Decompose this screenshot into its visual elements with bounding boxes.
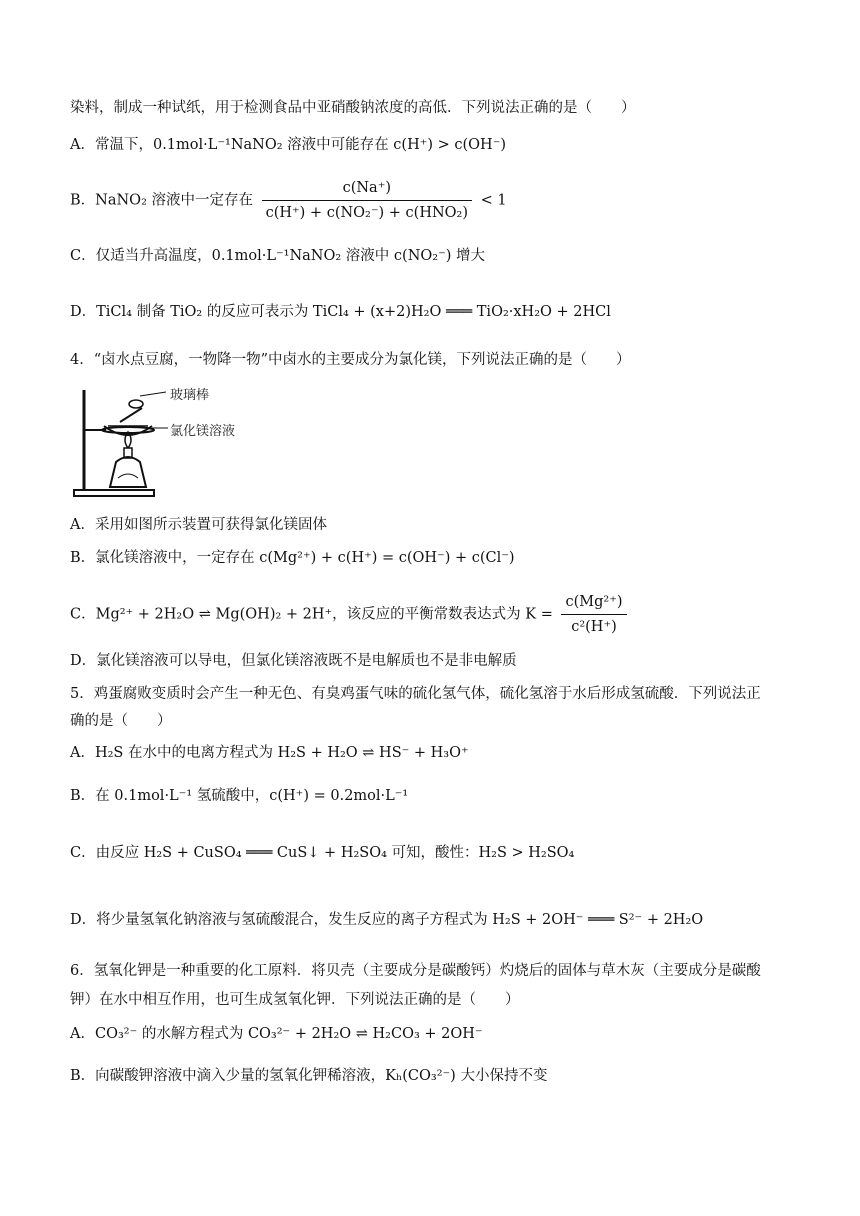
q5-option-d: D．将少量氢氧化钠溶液与氢硫酸混合，发生反应的离子方程式为 H₂S + 2OH⁻ ═══ S²⁻ + 2H₂O: [70, 912, 704, 928]
q6-option-a: A．CO₃²⁻ 的水解方程式为 CO₃²⁻ + 2H₂O ⇌ H₂CO₃ + 2OH⁻: [70, 1026, 483, 1042]
q4-option-a: A．采用如图所示装置可获得氯化镁固体: [70, 517, 327, 533]
q6-stem-line1: 6．氢氧化钾是一种重要的化工原料．将贝壳（主要成分是碳酸钙）灼烧后的固体与草木灰（主要成分是碳酸: [70, 963, 761, 979]
mgcl2-solution-label: 氯化镁溶液: [170, 424, 236, 439]
q6-stem-line2: 钾）在水中相互作用，也可生成氢氧化钾．下列说法正确的是（ ）: [70, 992, 520, 1008]
q4-option-c-text: C．Mg²⁺ + 2H₂O ⇌ Mg(OH)₂ + 2H⁺，该反应的平衡常数表达式为 K =: [70, 606, 553, 623]
q4-option-c-denominator: c²(H⁺): [571, 619, 617, 635]
q6-option-b: B．向碳酸钾溶液中滴入少量的氢氧化钾稀溶液，Kₕ(CO₃²⁻) 大小保持不变: [70, 1068, 548, 1084]
q3-option-b-numerator: c(Na⁺): [262, 178, 472, 201]
q4-option-d: D．氯化镁溶液可以导电，但氯化镁溶液既不是电解质也不是非电解质: [70, 653, 517, 669]
q5-option-b: B．在 0.1mol·L⁻¹ 氢硫酸中，c(H⁺) = 0.2mol·L⁻¹: [70, 788, 409, 804]
q3-option-b: [70, 178, 507, 223]
q4-option-c-fraction: [561, 592, 626, 637]
q3-option-b-text: B．NaNO₂ 溶液中一定存在: [70, 192, 253, 209]
q3-option-b-inequality: < 1: [480, 192, 507, 209]
q4-option-c: [70, 592, 631, 637]
q3-option-b-denominator: c(H⁺) + c(NO₂⁻) + c(HNO₂): [265, 205, 469, 221]
q5-option-c: C．由反应 H₂S + CuSO₄ ═══ CuS↓ + H₂SO₄ 可知，酸性：H₂S > H₂SO₄: [70, 845, 575, 861]
q3-stem-tail: 染料，制成一种试纸，用于检测食品中亚硝酸钠浓度的高低．下列说法正确的是（ ）: [70, 100, 636, 116]
q4-option-c-numerator: c(Mg²⁺): [561, 592, 626, 615]
q3-option-a: A．常温下，0.1mol·L⁻¹NaNO₂ 溶液中可能存在 c(H⁺) > c(OH⁻): [70, 137, 507, 153]
q3-option-c: C．仅适当升高温度，0.1mol·L⁻¹NaNO₂ 溶液中 c(NO₂⁻) 增大: [70, 248, 485, 264]
q3-option-d: D．TiCl₄ 制备 TiO₂ 的反应可表示为 TiCl₄ + (x+2)H₂O ═══ TiO₂·xH₂O + 2HCl: [70, 304, 611, 320]
q4-stem: 4．“卤水点豆腐，一物降一物”中卤水的主要成分为氯化镁，下列说法正确的是（ ）: [70, 352, 631, 368]
evaporation-apparatus-figure: [70, 382, 270, 500]
q5-stem-line1: 5．鸡蛋腐败变质时会产生一种无色、有臭鸡蛋气味的硫化氢气体，硫化氢溶于水后形成氢硫酸．下列说法正: [70, 686, 761, 702]
glass-rod-label: 玻璃棒: [170, 388, 210, 403]
q4-option-b: B．氯化镁溶液中，一定存在 c(Mg²⁺) + c(H⁺) = c(OH⁻) + c(Cl⁻): [70, 550, 515, 566]
q5-option-a: A．H₂S 在水中的电离方程式为 H₂S + H₂O ⇌ HS⁻ + H₃O⁺: [70, 745, 469, 761]
q3-option-b-fraction: [262, 178, 472, 223]
q5-stem-line2: 确的是（ ）: [70, 713, 172, 729]
